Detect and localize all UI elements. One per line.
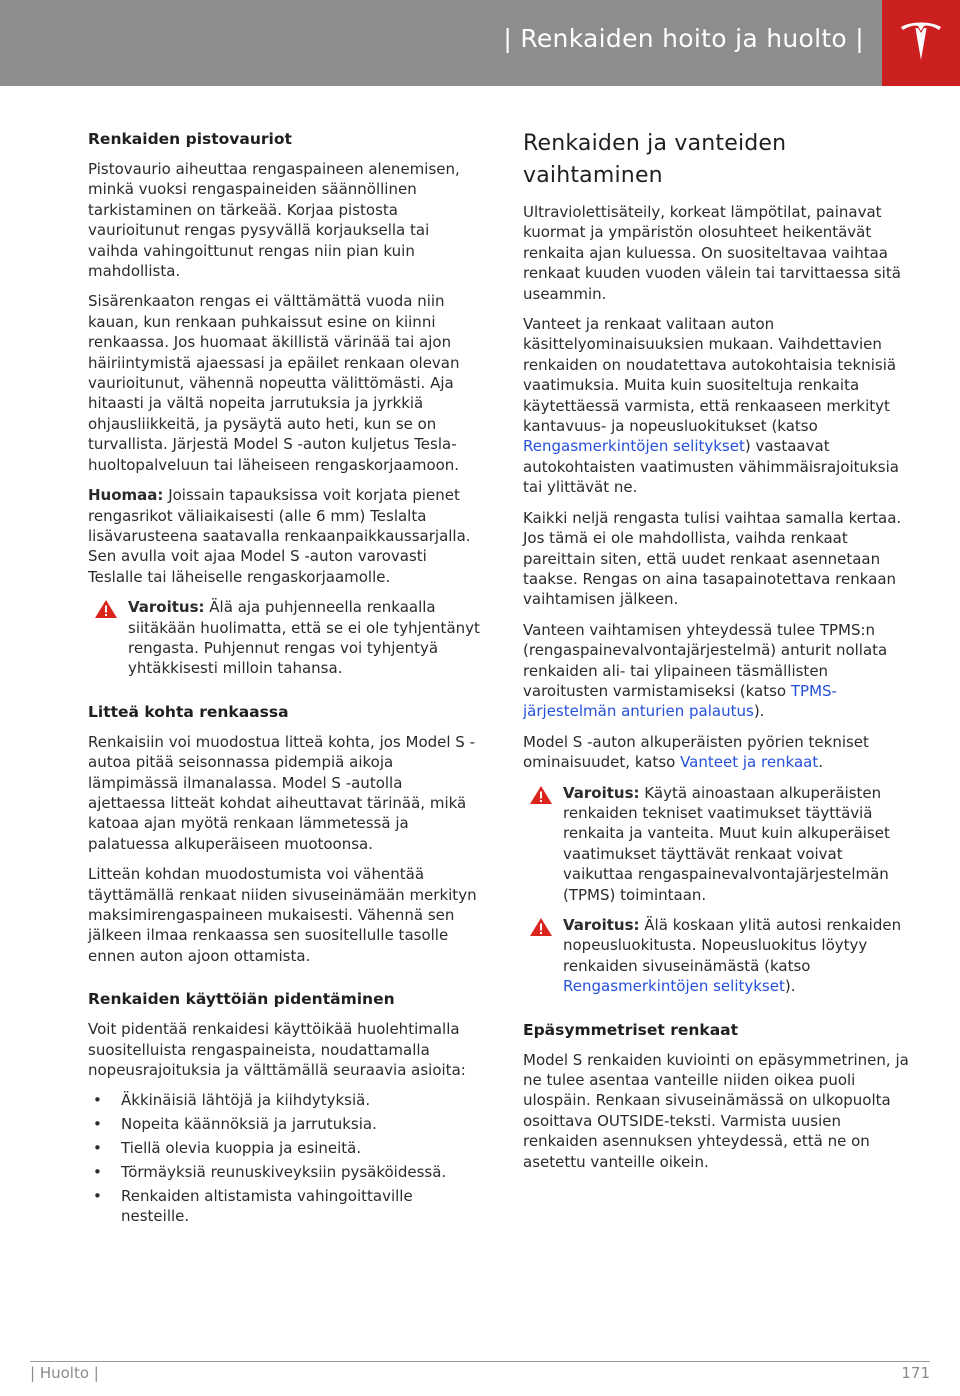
paragraph: Model S renkaiden kuviointi on epäsymmetrinen, ja ne tulee asentaa vanteille niiden oikea puoli ulospäin. Renkaan sivuseinämässä on ulkopuolta osoittava OUTSIDE-teksti. Varmista uusien renkaiden asennuksen yhteydessä, että ne on asetettu vanteille oikein. [523,1050,909,1171]
warning-icon [529,917,553,937]
paragraph: Pistovaurio aiheuttaa rengaspaineen alenemisen, minkä vuoksi rengaspaineiden säännöllinen tarkistaminen on tärkeää. Korjaa pistosta vaurioitunut rengas pysyvällä korjauksella tai vaihda vahingoittunut rengas niin pian kuin mahdollista. [88,160,460,281]
list-item: • Nopeita käännöksiä ja jarrutuksia. [93,1115,377,1134]
list-item: • Tiellä olevia kuoppia ja esineitä. [93,1139,362,1158]
warning-block [88,597,480,679]
section-heading-replacing: Renkaiden ja vanteiden vaihtaminen [523,131,787,188]
left-column [88,128,480,1230]
warning-block [523,783,915,905]
link-tire-markings[interactable]: Rengasmerkintöjen selitykset [523,437,745,456]
brand-logo [882,0,960,86]
note-text: Joissain tapauksissa voit korjata pienet rengasrikot väliaikaisesti (alle 6 mm) Teslalta lisävarusteena saatavalla renkaanpaikkaussarjalla. Sen avulla voit ajaa Model S -auton varovasti Teslalle tai läheiselle rengaskorjaamolle. [88,486,471,586]
bullet-list [88,1090,480,1226]
footer-section: | Huolto | [30,1364,99,1382]
note-label: Huomaa: [88,486,164,505]
section-heading-puncture: Renkaiden pistovauriot [88,130,292,148]
section-heading-asymmetric: Epäsymmetriset renkaat [523,1020,739,1039]
paragraph: Vanteen vaihtamisen yhteydessä tulee TPMS:n (rengaspainevalvontajärjestelmä) anturit nollata renkaiden ali- tai ylipaineen täsmällisten varoitusten varmistamiseksi (katso TPMS-järjestelmän anturien palautus). [523,620,888,721]
paragraph: Voit pidentää renkaidesi käyttöikää huolehtimalla suositelluista rengaspaineista, noudattamalla nopeusrajoituksia ja välttämällä seuraavia asioita: [88,1020,466,1080]
tesla-logo-icon [897,18,945,66]
warning-text: Varoitus: Käytä ainoastaan alkuperäisten renkaiden tekniset vaatimukset täyttäviä renkaita ja vanteita. Muut kuin alkuperäiset vaatimukset täyttävät renkaat voivat vaikuttaa rengaspainevalvontajärjestelmän (TPMS) toimintaan. [563,783,890,904]
page-header [0,0,960,86]
warning-block [523,915,915,997]
right-column [523,128,915,1182]
footer-divider [30,1361,930,1362]
paragraph: Model S -auton alkuperäisten pyörien tekniset ominaisuudet, katso Vanteet ja renkaat. [523,732,869,772]
paragraph: Vanteet ja renkaat valitaan auton käsittelyominaisuuksien mukaan. Vaihdettavien renkaiden on noudatettava autokohtaisia teknisiä vaatimuksia. Muita kuin suositeltuja renkaita käytettäessä varmista, että renkaaseen merkityt kantavuus- ja nopeusluokitukset (katso Rengasmerkintöjen selitykset) vastaavat autokohtaisten vaatimusten vähimmäisrajoituksia tai ylittävät ne. [523,315,899,497]
list-item: • Äkkinäisiä lähtöjä ja kiihdytyksiä. [93,1091,371,1110]
paragraph: Sisärenkaaton rengas ei välttämättä vuoda niin kauan, kun renkaan puhkaissut esine on kiinni renkaassa. Jos huomaat äkillistä värinää tai ajon häiriintymistä ajaessasi ja epäilet renkaan olevan vaurioitunut, vähennä nopeutta välittömästi. Aja hitaasti ja vältä nopeita jarrutuksia ja jyrkkiä ohjausliikkeitä, ja pysäytä auto heti, kun se on turvallista. Järjestä Model S -auton kuljetus Tesla-huoltopalveluun tai läheiseen rengaskorjaamoon. [88,292,460,474]
warning-label: Varoitus: [128,598,205,617]
section-heading-tire-life: Renkaiden käyttöiän pidentäminen [88,990,395,1009]
section-heading-flat-spot: Litteä kohta renkaassa [88,702,289,721]
warning-icon [529,785,553,805]
warning-label: Varoitus: [563,916,640,934]
list-item: • Törmäyksiä reunuskiveyksiin pysäköidessä. [93,1163,447,1182]
warning-icon [94,599,118,619]
warning-text: Varoitus: Älä aja puhjenneella renkaalla siitäkään huolimatta, että se ei ole tyhjentänyt rengasta. Puhjennut rengas voi tyhjentyä yhtäkkisesti milloin tahansa. [128,598,480,678]
link-wheels-tires[interactable]: Vanteet ja renkaat [680,753,819,772]
paragraph: Renkaisiin voi muodostua litteä kohta, jos Model S -autoa pitää seisonnassa pidempiä aikoja lämpimässä ilmanalassa. Model S -autolla ajettaessa litteät kohdat aiheuttavat tärinää, mikä katoaa ajan myötä renkaan lämmetessä ja palatuessa alkuperäiseen muotoonsa. [88,732,476,853]
paragraph: Kaikki neljä rengasta tulisi vaihtaa samalla kertaa. Jos tämä ei ole mahdollista, vaihda renkaat pareittain siten, että uudet renkaat asennetaan taakse. Rengas on aina tasapainotettava renkaan vaihtamisen jälkeen. [523,508,902,609]
paragraph: Ultraviolettisäteily, korkeat lämpötilat, painavat kuormat ja ympäristön olosuhteet heikentävät renkaita ajan kuluessa. On suositeltavaa vaihtaa renkaat kuuden vuoden välein tai tarvittaessa sitä useammin. [523,203,901,303]
note-paragraph [88,485,480,587]
warning-label: Varoitus: [563,783,640,802]
link-tire-markings[interactable]: Rengasmerkintöjen selitykset [563,977,785,996]
paragraph: Litteän kohdan muodostumista voi vähentää täyttämällä renkaat niiden sivuseinämään merkityn maksimirengaspaineen mukaisesti. Vähennä sen jälkeen ilmaa renkaassa sen suositellulle tasolle ennen auton ajoon ottamista. [88,865,477,965]
chapter-title: | Renkaiden hoito ja huolto | [503,24,864,53]
list-item: • Renkaiden altistamista vahingoittaville nesteille. [93,1187,413,1226]
warning-text: Varoitus: Älä koskaan ylitä autosi renkaiden nopeusluokitusta. Nopeusluokitus löytyy renkaiden sivuseinämästä (katso Rengasmerkintöjen selitykset). [563,916,902,996]
link-tpms-reset[interactable]: TPMS-järjestelmän anturien palautus [523,681,837,721]
page-number: 171 [901,1364,930,1382]
